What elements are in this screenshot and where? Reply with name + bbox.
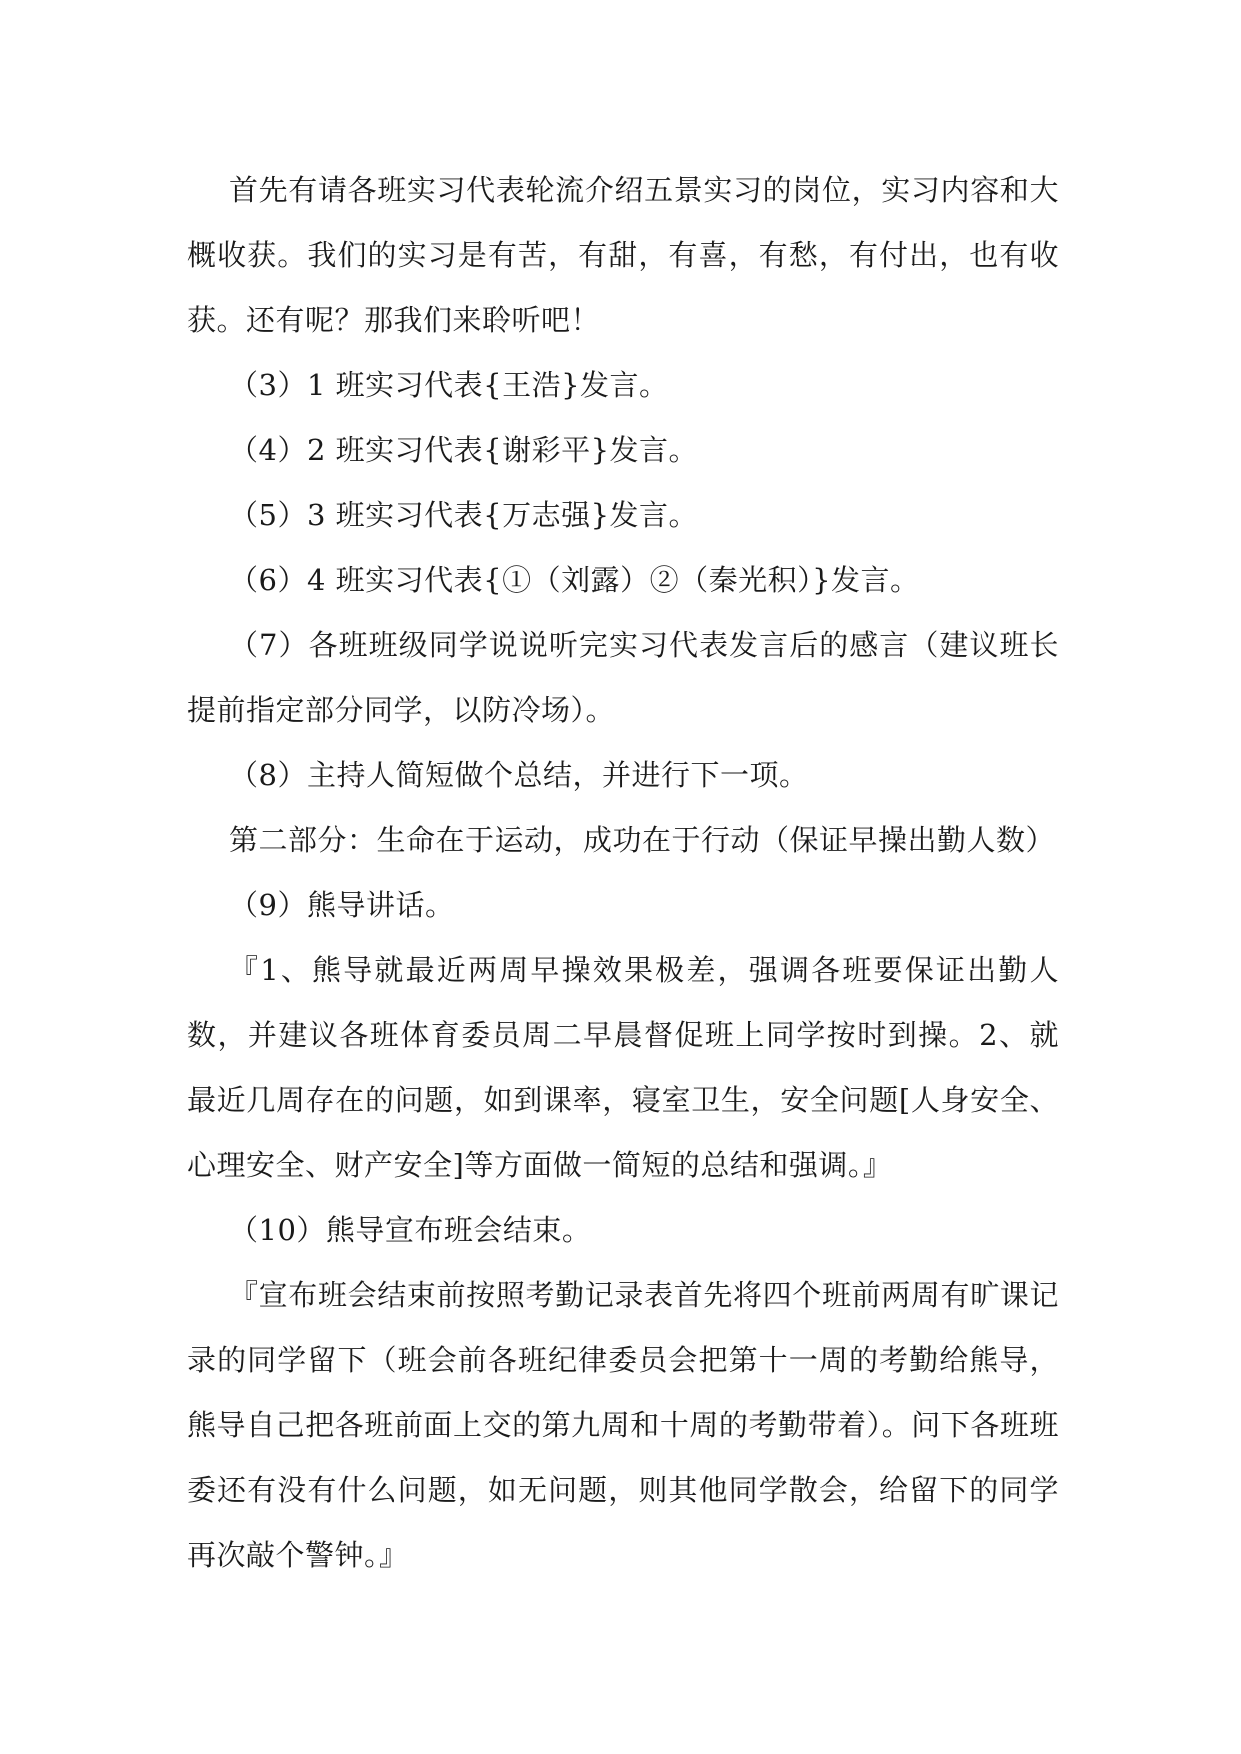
item-4-class-2-speech: （4）2 班实习代表{谢彩平}发言。 — [229, 433, 699, 467]
item-6-class-4-speech: （6）4 班实习代表{①（刘露）②（秦光积）}发言。 — [229, 563, 920, 597]
item-8-host-summary: （8）主持人简短做个总结，并进行下一项。 — [229, 758, 809, 792]
item-5-class-3-speech: （5）3 班实习代表{万志强}发言。 — [229, 498, 699, 532]
item-9-details: 『1、熊导就最近两周早操效果极差，强调各班要保证出勤人数，并建议各班体育委员周二早晨督促班上同学按时到操。2、就最近几周存在的问题，如到课率，寝室卫生，安全问题[人身安全、心理安全、财产安全]等方面做一简短的总结和强调。』 — [187, 953, 1059, 1182]
item-10-details: 『宣布班会结束前按照考勤记录表首先将四个班前两周有旷课记录的同学留下（班会前各班纪律委员会把第十一周的考勤给熊导，熊导自己把各班前面上交的第九周和十周的考勤带着）。问下各班班委还有没有什么问题，如无问题，则其他同学散会，给留下的同学再次敲个警钟。』 — [187, 1278, 1059, 1572]
section-heading-part-two: 第二部分：生命在于运动，成功在于行动（保证早操出勤人数） — [229, 823, 1056, 857]
item-9-speech: （9）熊导讲话。 — [229, 888, 455, 922]
intro-paragraph: 首先有请各班实习代表轮流介绍五景实习的岗位，实习内容和大概收获。我们的实习是有苦，有甜，有喜，有愁，有付出，也有收获。还有呢？那我们来聆听吧！ — [187, 173, 1059, 337]
item-3-class-1-speech: （3）1 班实习代表{王浩}发言。 — [229, 368, 669, 402]
item-7-student-reflections: （7）各班班级同学说说听完实习代表发言后的感言（建议班长提前指定部分同学，以防冷场）。 — [187, 628, 1059, 727]
document-body — [187, 158, 1059, 1588]
item-10-closing: （10）熊导宣布班会结束。 — [229, 1213, 592, 1247]
